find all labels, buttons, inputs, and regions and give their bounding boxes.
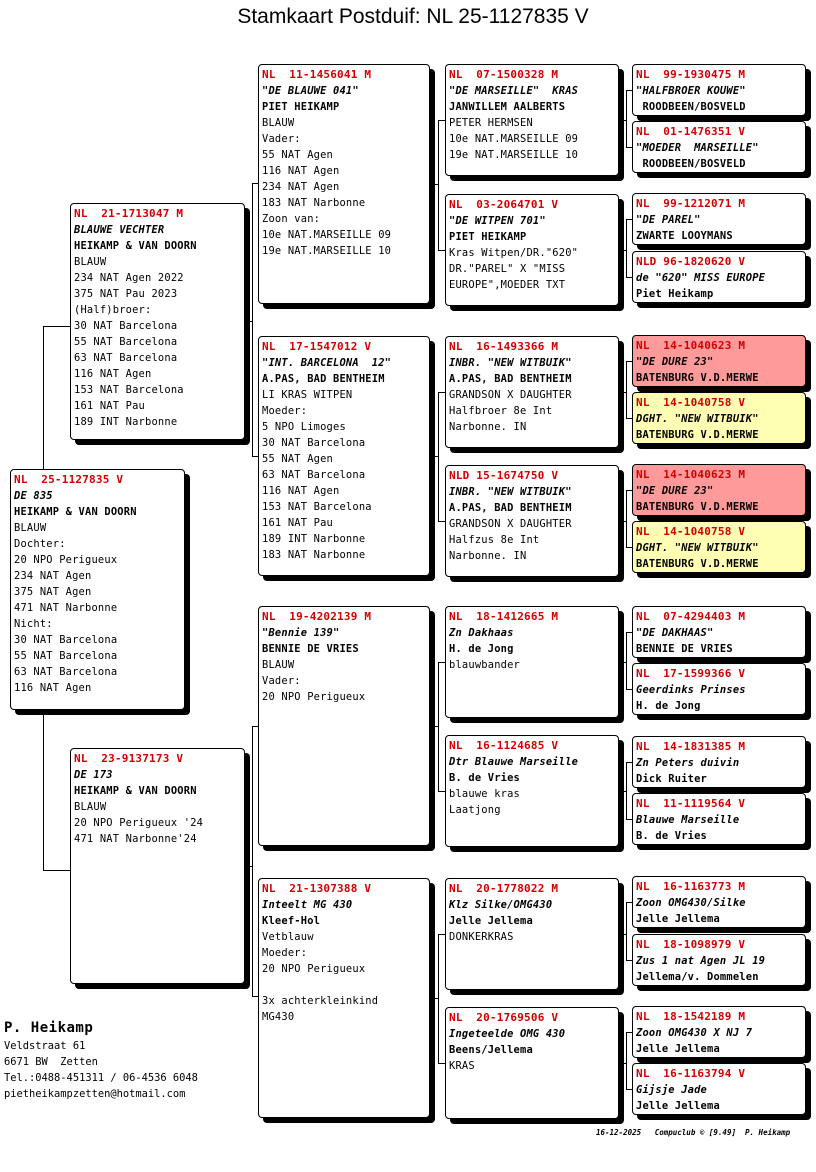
pigeon-card-gen2[interactable] — [258, 64, 430, 304]
pigeon-info-line: 63 NAT Barcelona — [74, 352, 178, 364]
pigeon-name: Zn Peters duivin — [636, 757, 740, 769]
connector-line — [620, 392, 626, 393]
ring-number: NL 14-1831385 M — [636, 740, 746, 753]
pigeon-name: Blauwe Marseille — [636, 814, 740, 826]
pigeon-name: DGHT. "NEW WITBUIK" — [636, 542, 759, 554]
pigeon-info-line: 55 NAT Barcelona — [74, 336, 178, 348]
owner-name: P. Heikamp — [4, 1020, 94, 1036]
pigeon-owner: Jelle Jellema — [636, 1100, 720, 1112]
pigeon-name: Gijsje Jade — [636, 1084, 708, 1096]
pigeon-info-line — [262, 977, 426, 993]
pigeon-info-line: 375 NAT Agen — [14, 586, 92, 598]
pigeon-info-line: Vader: — [262, 133, 301, 145]
pigeon-name: "DE DURE 23" — [636, 356, 714, 368]
pigeon-owner: Jelle Jellema — [636, 1043, 720, 1055]
pigeon-owner: Jellema/v. Dommelen — [636, 971, 759, 983]
pigeon-info-line: 5 NPO Limoges — [262, 421, 346, 433]
pigeon-info-line: Narbonne. IN — [449, 550, 527, 562]
pigeon-owner: Jelle Jellema — [636, 913, 720, 925]
owner-email[interactable]: pietheikampzetten@hotmail.com — [4, 1088, 186, 1100]
pigeon-card-gen3[interactable] — [445, 606, 619, 718]
ring-number: NL 99-1212071 M — [636, 197, 746, 210]
connector-line — [626, 90, 627, 147]
pigeon-info-line: Laatjong — [449, 804, 501, 816]
pigeon-info-line: BLAUW — [14, 522, 47, 534]
pigeon-info-line: 10e NAT.MARSEILLE 09 — [449, 133, 579, 145]
ring-number: NL 17-1547012 V — [262, 340, 372, 353]
pigeon-name: Klz Silke/OMG430 — [449, 899, 553, 911]
pigeon-owner: Beens/Jellema — [449, 1044, 533, 1056]
pigeon-card-gen3[interactable] — [445, 735, 619, 847]
ring-number: NL 19-4202139 M — [262, 610, 372, 623]
ring-number: NL 20-1778022 M — [449, 882, 559, 895]
pigeon-info-line: 19e NAT.MARSEILLE 10 — [449, 149, 579, 161]
connector-line — [43, 870, 70, 871]
connector-line — [620, 662, 626, 663]
pigeon-info-line: 20 NPO Perigueux '24 — [74, 817, 204, 829]
owner-address-block — [4, 1018, 198, 1102]
pigeon-name: DE 835 — [14, 490, 53, 502]
connector-line — [620, 521, 626, 522]
pigeon-card-gen4[interactable] — [632, 464, 806, 516]
pigeon-info-line: 116 NAT Agen — [74, 368, 152, 380]
pigeon-info-line: 161 NAT Pau — [262, 517, 334, 529]
connector-line — [431, 726, 438, 727]
ring-number: NL 07-1500328 M — [449, 68, 559, 81]
connector-line — [438, 1063, 445, 1064]
pigeon-info-line: 63 NAT Barcelona — [14, 666, 118, 678]
pigeon-info-line: Halfbroer 8e Int — [449, 405, 553, 417]
pigeon-owner: PIET HEIKAMP — [262, 101, 340, 113]
pigeon-info-line: 55 NAT Barcelona — [14, 650, 118, 662]
pigeon-info-line: Vetblauw — [262, 931, 314, 943]
pigeon-owner: Dick Ruiter — [636, 773, 708, 785]
connector-line — [252, 726, 253, 996]
pigeon-info-line: 20 NPO Perigueux — [14, 554, 118, 566]
ring-number: NL 16-1493366 M — [449, 340, 559, 353]
ring-number: NL 17-1599366 V — [636, 667, 746, 680]
pigeon-name: BLAUWE VECHTER — [74, 224, 165, 236]
pigeon-info-line: 375 NAT Pau 2023 — [74, 288, 178, 300]
pigeon-name: "DE WITPEN 701" — [449, 215, 546, 227]
pigeon-info-line: Zoon van: — [262, 213, 321, 225]
ring-number: NL 01-1476351 V — [636, 125, 746, 138]
pigeon-card-gen4[interactable] — [632, 392, 806, 444]
pigeon-info-line: blauwbander — [449, 659, 521, 671]
pigeon-owner: BATENBURG V.D.MERWE — [636, 429, 759, 441]
connector-line — [438, 791, 445, 792]
pigeon-info-line: LI KRAS WITPEN — [262, 389, 353, 401]
pigeon-info-line: BLAUW — [262, 117, 295, 129]
pigeon-owner: H. de Jong — [449, 643, 514, 655]
connector-line — [620, 791, 626, 792]
pigeon-name: de "620" MISS EUROPE — [636, 272, 766, 284]
pigeon-owner: Jelle Jellema — [449, 915, 533, 927]
pigeon-card-dam[interactable] — [70, 748, 245, 984]
pigeon-info-line: 116 NAT Agen — [262, 165, 340, 177]
ring-number: NL 07-4294403 M — [636, 610, 746, 623]
pigeon-card-gen2[interactable] — [258, 336, 430, 576]
pigeon-info-line: Kras Witpen/DR."620" — [449, 247, 579, 259]
pigeon-name: "HALFBROER KOUWE" — [636, 85, 746, 97]
pigeon-owner: PIET HEIKAMP — [449, 231, 527, 243]
pigeon-card-gen4[interactable] — [632, 193, 806, 245]
pigeon-name: "DE DURE 23" — [636, 485, 714, 497]
pigeon-name: INBR. "NEW WITBUIK" — [449, 486, 572, 498]
pigeon-name: "DE MARSEILLE" KRAS — [449, 85, 579, 97]
pigeon-card-gen4[interactable] — [632, 121, 806, 173]
ring-number: NL 21-1713047 M — [74, 207, 184, 220]
pigeon-owner: BATENBURG V.D.MERWE — [636, 558, 759, 570]
pigeon-card-gen3[interactable] — [445, 1007, 619, 1119]
connector-line — [438, 934, 445, 935]
ring-number: NL 16-1124685 V — [449, 739, 559, 752]
pigeon-info-line: Dochter: — [14, 538, 66, 550]
ring-number: NL 23-9137173 V — [74, 752, 184, 765]
pigeon-info-line: 55 NAT Agen — [262, 453, 334, 465]
connector-line — [431, 456, 438, 457]
connector-line — [438, 120, 439, 250]
pigeon-info-line: 20 NPO Perigueux — [262, 963, 366, 975]
pigeon-info-line: 471 NAT Narbonne — [14, 602, 118, 614]
pigeon-card-gen4[interactable] — [632, 663, 806, 715]
pigeon-card-gen3[interactable] — [445, 878, 619, 990]
pigeon-info-line: Vader: — [262, 675, 301, 687]
pigeon-card-main[interactable] — [10, 469, 185, 710]
pigeon-info-line: DONKERKRAS — [449, 931, 514, 943]
pigeon-name: Dtr Blauwe Marseille — [449, 756, 579, 768]
connector-line — [626, 490, 627, 547]
ring-number: NL 14-1040758 V — [636, 525, 746, 538]
pigeon-card-gen4[interactable] — [632, 736, 806, 788]
pigeon-info-line: 189 INT Narbonne — [262, 533, 366, 545]
pigeon-owner: BENNIE DE VRIES — [636, 643, 733, 655]
pigeon-info-line: MG430 — [262, 1011, 295, 1023]
ring-number: NL 14-1040623 M — [636, 339, 746, 352]
pigeon-info-line: 10e NAT.MARSEILLE 09 — [262, 229, 392, 241]
connector-line — [438, 392, 439, 521]
pigeon-name: "DE PAREL" — [636, 214, 701, 226]
pigeon-card-gen3[interactable] — [445, 336, 619, 448]
pigeon-info-line: blauwe kras — [449, 788, 521, 800]
pigeon-card-gen4[interactable] — [632, 606, 806, 658]
connector-line — [438, 521, 445, 522]
connector-line — [620, 250, 626, 251]
connector-line — [438, 392, 445, 393]
pigeon-info-line: (Half)broer: — [74, 304, 152, 316]
pigeon-info-line: 116 NAT Agen — [14, 682, 92, 694]
pigeon-card-gen2[interactable] — [258, 878, 430, 1118]
ring-number: NL 11-1119564 V — [636, 797, 746, 810]
page-title: Stamkaart Postduif: NL 25-1127835 V — [237, 5, 589, 28]
pigeon-card-gen3[interactable] — [445, 194, 619, 306]
pigeon-name: Zoon OMG430/Silke — [636, 897, 746, 909]
ring-number: NL 11-1456041 M — [262, 68, 372, 81]
pigeon-owner: HEIKAMP & VAN DOORN — [74, 240, 197, 252]
pigeon-owner: JANWILLEM AALBERTS — [449, 101, 566, 113]
pigeon-owner: A.PAS, BAD BENTHEIM — [449, 502, 572, 514]
pigeon-card-gen4[interactable] — [632, 521, 806, 573]
connector-line — [252, 183, 253, 457]
pigeon-info-line: GRANDSON X DAUGHTER — [449, 518, 572, 530]
pigeon-name: DE 173 — [74, 769, 113, 781]
connector-line — [626, 902, 627, 960]
ring-number: NL 16-1163773 M — [636, 880, 746, 893]
pigeon-owner: Piet Heikamp — [636, 288, 714, 300]
pigeon-info-line: Nicht: — [14, 618, 53, 630]
pigeon-info-line: PETER HERMSEN — [449, 117, 533, 129]
pigeon-owner: ROODBEEN/BOSVELD — [636, 158, 746, 170]
connector-line — [245, 321, 252, 322]
pigeon-info-line: BLAUW — [262, 659, 295, 671]
pigeon-name: INBR. "NEW WITBUIK" — [449, 357, 572, 369]
pigeon-card-gen4[interactable] — [632, 335, 806, 387]
pigeon-info-line: 153 NAT Barcelona — [74, 384, 184, 396]
pigeon-info-line: 234 NAT Agen 2022 — [74, 272, 184, 284]
ring-number: NL 25-1127835 V — [14, 473, 124, 486]
connector-line — [620, 120, 626, 121]
pigeon-owner: BATENBURG V.D.MERWE — [636, 372, 759, 384]
pigeon-info-line: 30 NAT Barcelona — [262, 437, 366, 449]
pigeon-info-line: DR."PAREL" X "MISS — [449, 263, 566, 275]
connector-line — [43, 710, 44, 870]
pigeon-info-line: BLAUW — [74, 256, 107, 268]
pigeon-card-gen4[interactable] — [632, 876, 806, 928]
pigeon-name: Ingeteelde OMG 430 — [449, 1028, 566, 1040]
pigeon-info-line: 161 NAT Pau — [74, 400, 146, 412]
ring-number: NLD 15-1674750 V — [449, 469, 559, 482]
pigeon-info-line: 30 NAT Barcelona — [14, 634, 118, 646]
pigeon-name: Zn Dakhaas — [449, 627, 514, 639]
pigeon-info-line: BLAUW — [74, 801, 107, 813]
pigeon-card-gen4[interactable] — [632, 1006, 806, 1058]
ring-number: NL 18-1098979 V — [636, 938, 746, 951]
ring-number: NL 18-1542189 M — [636, 1010, 746, 1023]
connector-line — [626, 632, 627, 689]
connector-line — [620, 1063, 626, 1064]
pigeon-info-line: 471 NAT Narbonne'24 — [74, 833, 197, 845]
connector-line — [438, 120, 445, 121]
pigeon-info-line: GRANDSON X DAUGHTER — [449, 389, 572, 401]
connector-line — [43, 326, 70, 327]
connector-line — [438, 662, 445, 663]
pigeon-owner: B. de Vries — [636, 830, 708, 842]
ring-number: NL 99-1930475 M — [636, 68, 746, 81]
pigeon-info-line: 19e NAT.MARSEILLE 10 — [262, 245, 392, 257]
connector-line — [438, 662, 439, 791]
pigeon-name: Zoon OMG430 X NJ 7 — [636, 1027, 753, 1039]
pigeon-owner: A.PAS, BAD BENTHEIM — [449, 373, 572, 385]
ring-number: NL 16-1163794 V — [636, 1067, 746, 1080]
pigeon-owner: HEIKAMP & VAN DOORN — [14, 506, 137, 518]
pigeon-card-sire[interactable] — [70, 203, 245, 440]
pigeon-card-gen4[interactable] — [632, 793, 806, 845]
pigeon-info-line: 183 NAT Narbonne — [262, 549, 366, 561]
ring-number: NL 21-1307388 V — [262, 882, 372, 895]
pigeon-info-line: 3x achterkleinkind — [262, 995, 379, 1007]
ring-number: NLD 96-1820620 V — [636, 255, 746, 268]
connector-line — [620, 934, 626, 935]
pigeon-owner: A.PAS, BAD BENTHEIM — [262, 373, 385, 385]
pigeon-card-gen3[interactable] — [445, 465, 619, 577]
pigeon-info-line: 63 NAT Barcelona — [262, 469, 366, 481]
pigeon-owner: BENNIE DE VRIES — [262, 643, 359, 655]
pigeon-card-gen4[interactable] — [632, 1063, 806, 1115]
pigeon-name: Inteelt MG 430 — [262, 899, 353, 911]
pigeon-name: "DE BLAUWE 041" — [262, 85, 359, 97]
pigeon-name: "Bennie 139" — [262, 627, 340, 639]
ring-number: NL 14-1040623 M — [636, 468, 746, 481]
pigeon-info-line: 153 NAT Barcelona — [262, 501, 372, 513]
pigeon-owner: ZWARTE LOOYMANS — [636, 230, 733, 242]
pigeon-card-gen3[interactable] — [445, 64, 619, 176]
pigeon-owner: Kleef-Hol — [262, 915, 321, 927]
pigeon-name: "INT. BARCELONA 12" — [262, 357, 392, 369]
pigeon-owner: H. de Jong — [636, 700, 701, 712]
pigeon-owner: BATENBURG V.D.MERWE — [636, 501, 759, 513]
connector-line — [438, 934, 439, 1063]
pigeon-info-line: Narbonne. IN — [449, 421, 527, 433]
owner-phone: Tel.:0488-451311 / 06-4536 6048 — [4, 1072, 198, 1084]
pigeon-info-line: KRAS — [449, 1060, 475, 1072]
pigeon-info-line: 30 NAT Barcelona — [74, 320, 178, 332]
pigeon-name: "MOEDER MARSEILLE" — [636, 142, 759, 154]
pigeon-card-gen4[interactable] — [632, 251, 806, 303]
pigeon-info-line: 20 NPO Perigueux — [262, 691, 366, 703]
connector-line — [245, 866, 252, 867]
pigeon-owner: B. de Vries — [449, 772, 521, 784]
connector-line — [431, 998, 438, 999]
pigeon-name: "DE DAKHAAS" — [636, 627, 714, 639]
pigeon-info-line: 234 NAT Agen — [262, 181, 340, 193]
connector-line — [626, 219, 627, 277]
pigeon-info-line: Halfzus 8e Int — [449, 534, 540, 546]
connector-line — [626, 1032, 627, 1089]
ring-number: NL 03-2064701 V — [449, 198, 559, 211]
pigeon-info-line: 189 INT Narbonne — [74, 416, 178, 428]
pigeon-card-gen2[interactable] — [258, 606, 430, 846]
ring-number: NL 20-1769506 V — [449, 1011, 559, 1024]
pigeon-owner: HEIKAMP & VAN DOORN — [74, 785, 197, 797]
connector-line — [626, 762, 627, 819]
ring-number: NL 18-1412665 M — [449, 610, 559, 623]
pigeon-info-line: 55 NAT Agen — [262, 149, 334, 161]
pigeon-info-line: EUROPE",MOEDER TXT — [449, 279, 566, 291]
pigeon-info-line: 183 NAT Narbonne — [262, 197, 366, 209]
connector-line — [431, 184, 438, 185]
owner-city: 6671 BW Zetten — [4, 1056, 98, 1068]
pigeon-card-gen4[interactable] — [632, 64, 806, 116]
connector-line — [438, 250, 445, 251]
pigeon-name: Geerdinks Prinses — [636, 684, 746, 696]
pigeon-info-line: 234 NAT Agen — [14, 570, 92, 582]
pigeon-name: Zus 1 nat Agen JL 19 — [636, 955, 766, 967]
connector-line — [43, 326, 44, 469]
connector-line — [626, 361, 627, 418]
pigeon-owner: ROODBEEN/BOSVELD — [636, 101, 746, 113]
pigeon-name: DGHT. "NEW WITBUIK" — [636, 413, 759, 425]
pigeon-info-line: Moeder: — [262, 947, 308, 959]
owner-street: Veldstraat 61 — [4, 1040, 86, 1052]
pigeon-info-line: 116 NAT Agen — [262, 485, 340, 497]
ring-number: NL 14-1040758 V — [636, 396, 746, 409]
footer-credit: 16-12-2025 Compuclub © [9.49] P. Heikamp — [596, 1128, 791, 1137]
pigeon-card-gen4[interactable] — [632, 934, 806, 986]
pigeon-info-line: Moeder: — [262, 405, 308, 417]
